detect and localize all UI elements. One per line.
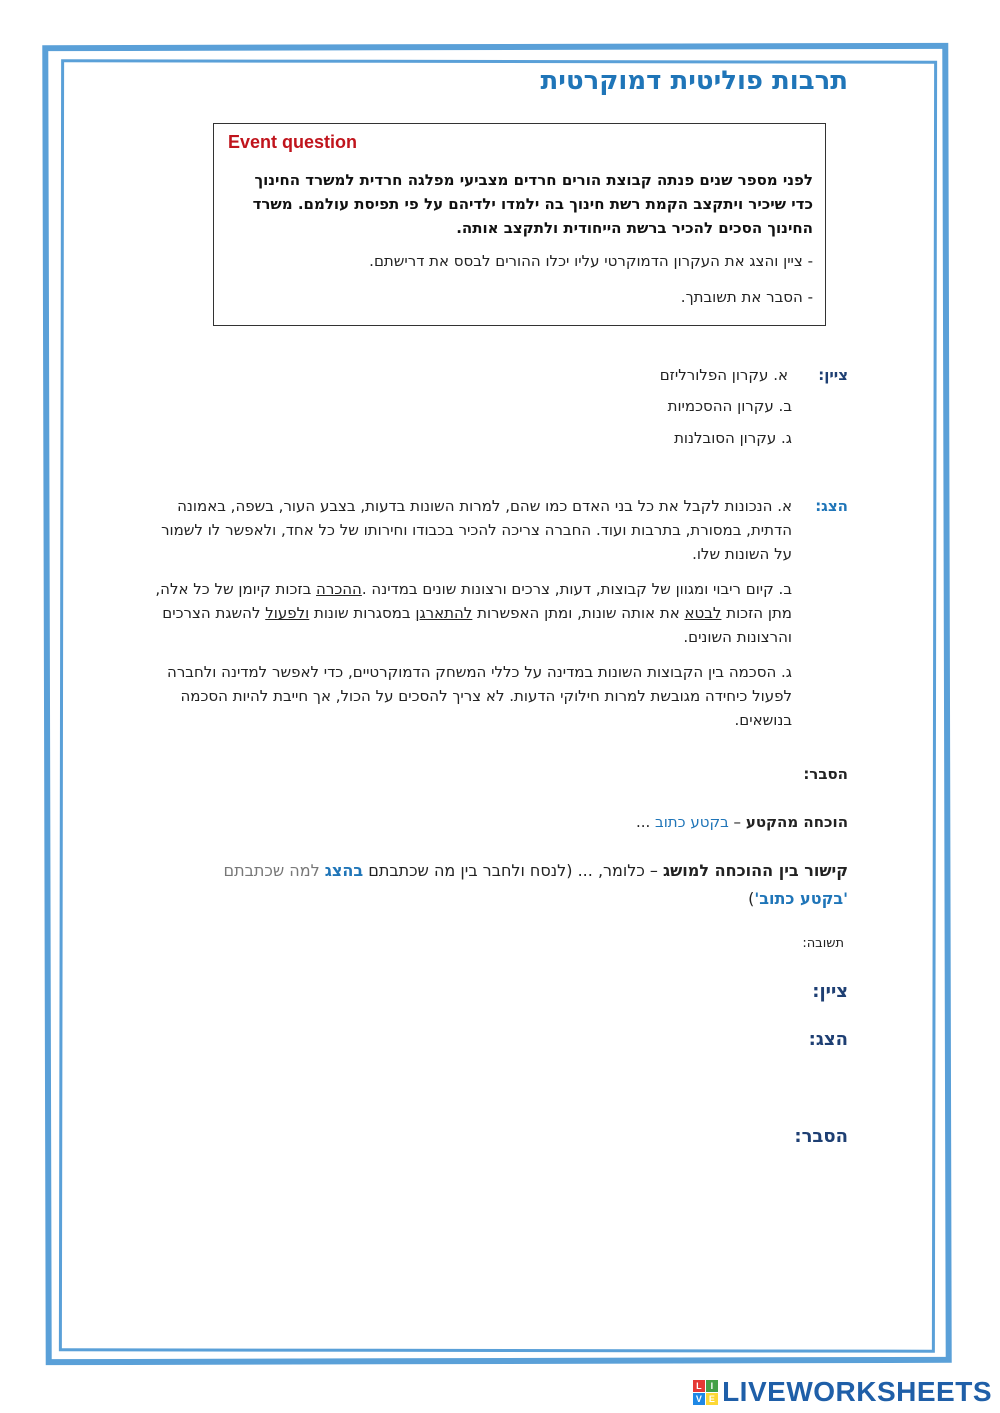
logo-letter: E <box>706 1393 718 1405</box>
underlined-word: ההכרה <box>316 580 362 598</box>
logo-mark-icon <box>693 1380 718 1405</box>
hesber-label: הסבר: <box>803 765 848 783</box>
tziyen-item-c: ג. עקרון הסובלנות <box>674 429 792 447</box>
liveworksheets-logo <box>693 1375 992 1409</box>
event-question-box <box>213 123 826 326</box>
event-question-heading: Event question <box>228 132 358 152</box>
underlined-word: לבטא <box>684 604 722 622</box>
link-line: קישור בין ההוכחה למושג – כלומר, ... (לנסח ולחבר בין מה שכתבתם בהצג למה שכתבתם 'בקטע כתוב') <box>223 861 848 908</box>
hatzeg-label: הצג: <box>815 497 848 515</box>
logo-text: LIVEWORKSHEETS <box>722 1376 992 1407</box>
proof-line: הוכחה מהקטע – בקטע כתוב ... <box>635 813 848 831</box>
hatzeg-para-b: ב. קיום ריבוי ומגוון של קבוצות, דעות, צרכים ורצונות שונים במדינה .ההכרה בזכות קיומן של כל אלה, מתן הזכות לבטא את אותה שונות, ומתן האפשרות להתארגן במסגרות שונות ולפעול להשגת הצרכים והרצונות השונים. <box>155 580 792 646</box>
page-title: תרבות פוליטית דמוקרטית <box>540 66 848 96</box>
tziyen-item-b: ב. עקרון ההסכמיות <box>667 397 792 415</box>
answer-label: תשובה: <box>802 936 844 951</box>
underlined-word: ולפעול <box>265 604 310 622</box>
answer-tziyen-label: ציין: <box>812 981 848 1002</box>
hatzeg-para-a: א. הנכונות לקבל את כל בני האדם כמו שהם, למרות השונות בדעות, בצבע העור, בשפה, באמונה הדתית, במסורת, בתרבות ועוד. החברה צריכה להכיר בכבודו וחירותו של כל אחד, ולאפשר לו לשמור על השונות שלו. <box>161 497 792 563</box>
instruction-2: - הסבר את תשובתך. <box>680 288 813 306</box>
hatzeg-para-c: ג. הסכמה בין הקבוצות השונות במדינה על כללי המשחק הדמוקרטיים, כדי לאפשר למדינה ולחברה לפעול כיחידה מגובשת למרות חילוקי הדעות. לא צריך להסכים על הכול, אך חייבת להיות הסכמה בנושאים. <box>167 663 792 729</box>
logo-letter: L <box>693 1380 705 1392</box>
answer-hesber-label: הסבר: <box>794 1126 848 1147</box>
logo-letter: V <box>693 1393 705 1405</box>
instruction-1: - ציין והצג את העקרון הדמוקרטי עליו יכלו ההורים לבסס את דרישתם. <box>369 252 813 270</box>
tziyen-item-a: א. עקרון הפלורליזם <box>659 366 788 384</box>
logo-letter: I <box>706 1380 718 1392</box>
tziyen-label: ציין: <box>818 366 848 384</box>
underlined-word: להתארגן <box>415 604 473 622</box>
event-question-text: לפני מספר שנים פנתה קבוצת הורים חרדים מצביעי מפלגה חרדית למשרד החינוך כדי שיכיר ויתקצב הקמת רשת חינוך בה ילמדו ילדיהם על פי תפיסת עולמם. משרד החינוך הסכים להכיר ברשת הייחודית ולתקצב אותה. <box>252 171 813 237</box>
answer-hatzeg-label: הצג: <box>808 1029 848 1050</box>
